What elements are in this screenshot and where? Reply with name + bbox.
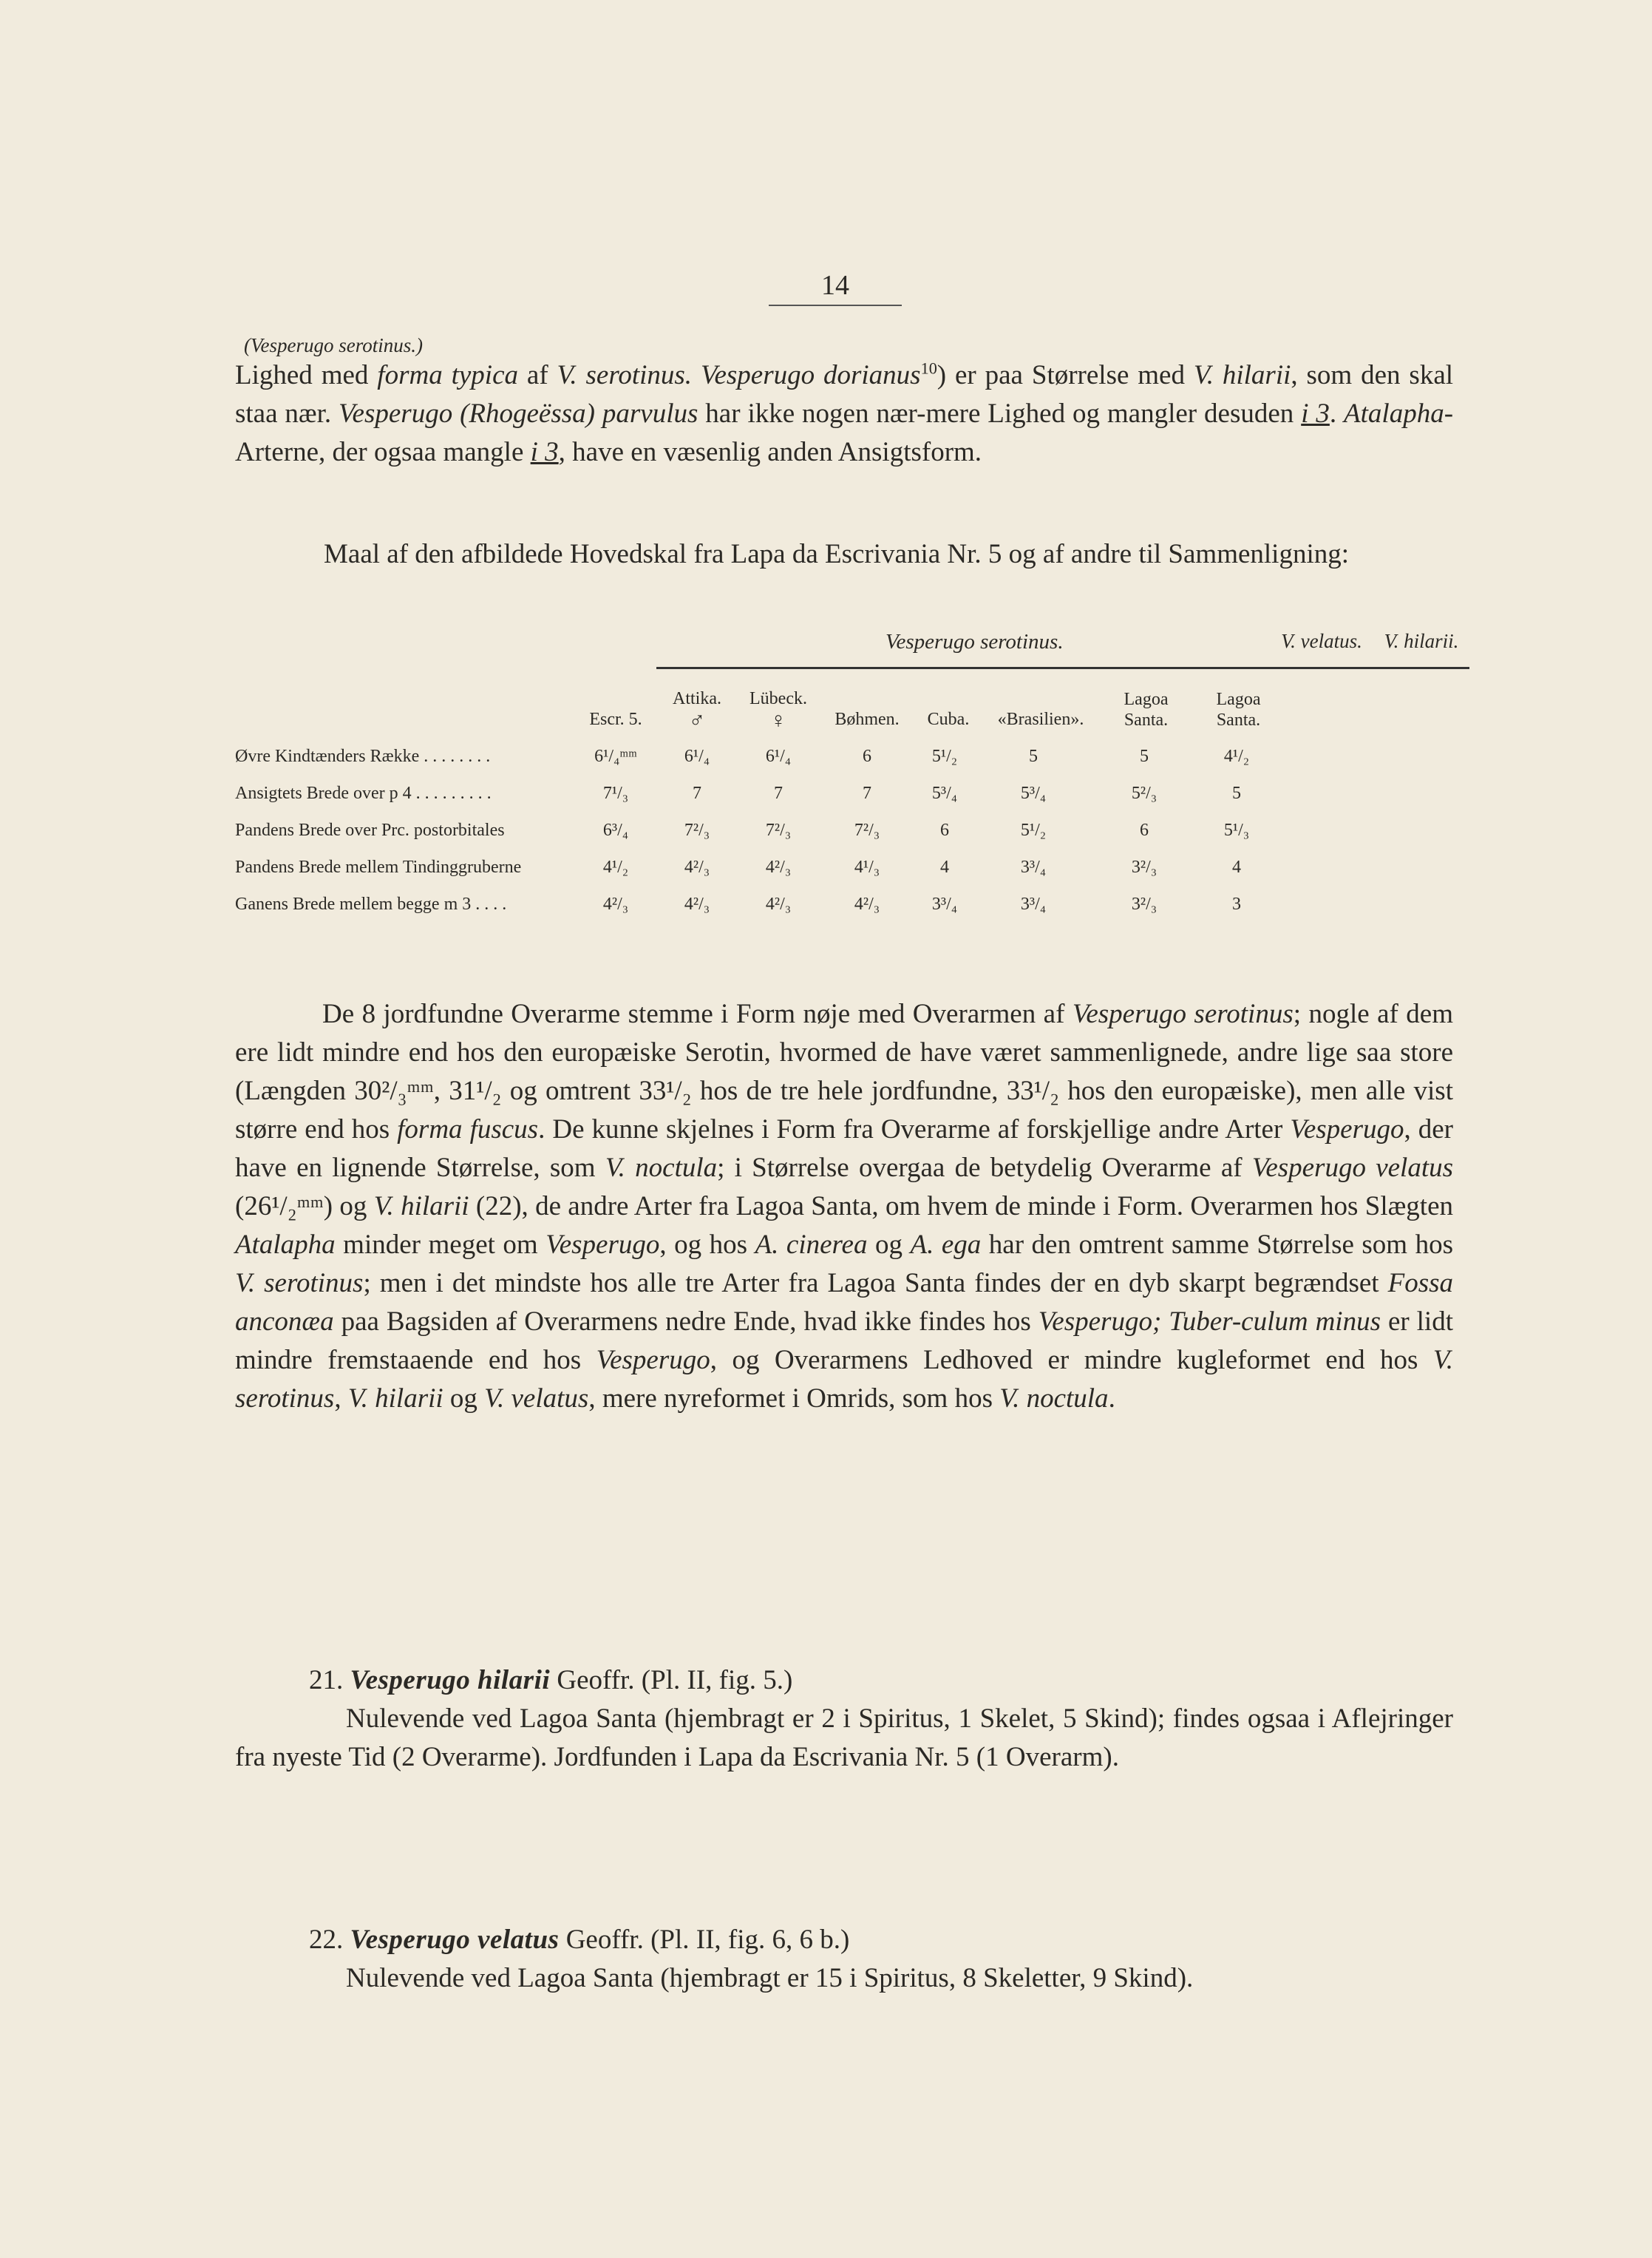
table-cell: 6¹/₄: [765, 747, 792, 766]
table-cell: 7²/₃: [684, 821, 710, 840]
entry-21-text: Nulevende ved Lagoa Santa (hjembragt er 2 i Spiritus, 1 Skelet, 5 Skind); findes ogsaa i Aflejringer fra nyeste Tid (2 Overarme). Jordfunden i Lapa da Escrivania Nr. 5 (1 Overarm).: [235, 1703, 1453, 1772]
table-cell: 4¹/₂: [602, 858, 629, 877]
table-cell: 3: [1232, 895, 1241, 914]
group-header-hilarii: V. hilarii.: [1384, 630, 1459, 652]
entry-22-authority: Geoffr. (Pl. II, fig. 6, 6 b.): [559, 1925, 850, 1955]
table-cell: 4¹/₂: [1223, 747, 1250, 766]
table-cell: 4¹/₃: [854, 858, 880, 877]
entry-22-number: 22.: [309, 1925, 344, 1955]
col-header-bohmen: Bøhmen.: [835, 710, 900, 729]
paragraph-lighed: Lighed med forma typica af V. serotinus. Vesperugo dorianus$^{10}$) er paa Størrelse med V. hilarii, som den skal staa nær. Vesperugo (Rhogeëssa) parvulus har ikke nogen nær-mere Lighed og mangler desuden i 3. Atalapha-Arterne, der ogsaa mangle i 3, have en væsenlig anden Ansigtsform.: [235, 359, 1454, 467]
table-cell: 4²/₃: [765, 858, 792, 877]
table-cell: 5¹/₃: [1223, 821, 1250, 840]
col-header-lagoa-1: Lagoa Santa.: [1124, 690, 1169, 730]
table-cell: 5³/₄: [1020, 784, 1047, 803]
table-row-label: Ansigtets Brede over p 4 . . . . . . . . .: [235, 784, 492, 803]
table-cell: 6¹/₄: [684, 747, 710, 766]
table-cell: 3²/₃: [1131, 858, 1158, 877]
page-number: 14: [821, 270, 849, 301]
table-cell: 4: [940, 858, 949, 877]
table-cell: 5: [1232, 784, 1241, 803]
entry-22-text: Nulevende ved Lagoa Santa (hjembragt er 15 i Spiritus, 8 Skeletter, 9 Skind).: [346, 1963, 1194, 1993]
table-cell: 3³/₄: [1020, 858, 1047, 877]
col-header-escr: Escr. 5.: [589, 710, 642, 729]
table-cell: 6³/₄: [602, 821, 629, 840]
table-cell: 4²/₃: [684, 895, 710, 914]
table-cell: 7: [774, 784, 783, 803]
col-header-lagoa-2: Lagoa Santa.: [1216, 690, 1261, 730]
entry-21: [235, 1661, 1453, 1777]
table-cell: 5¹/₂: [1020, 821, 1047, 840]
table-cell: 5: [1029, 747, 1038, 766]
entry-21-number: 21.: [309, 1665, 344, 1695]
group-brace: [656, 667, 1469, 669]
table-cell: 3²/₃: [1131, 895, 1158, 914]
col-header-lubeck: Lübeck.: [749, 689, 807, 708]
table-cell: 6: [940, 821, 949, 840]
table-cell: 4²/₃: [854, 895, 880, 914]
entry-21-species: Vesperugo hilarii: [350, 1665, 551, 1695]
entry-21-authority: Geoffr. (Pl. II, fig. 5.): [550, 1665, 793, 1695]
table-cell: 5³/₄: [931, 784, 958, 803]
table-cell: 7: [693, 784, 701, 803]
entry-22: [235, 1921, 1453, 1998]
table-cell: 7¹/₃: [602, 784, 629, 803]
group-header-vesperugo: Vesperugo serotinus.: [886, 630, 1064, 654]
paragraph-maal: Maal af den afbildede Hovedskal fra Lapa da Escrivania Nr. 5 og af andre til Sammenligning:: [324, 539, 1350, 569]
col-header-attika: Attika.: [673, 689, 721, 708]
male-symbol: ♂: [688, 708, 706, 733]
table-cell: 4²/₃: [602, 895, 629, 914]
table-cell: 4²/₃: [765, 895, 792, 914]
table-cell: 7²/₃: [854, 821, 880, 840]
table-cell: 3³/₄: [931, 895, 958, 914]
page-number-rule: [769, 305, 902, 306]
table-row-label: Pandens Brede over Prc. postorbitales: [235, 821, 505, 840]
table-cell: 6¹/₄ᵐᵐ: [594, 747, 637, 766]
table-cell: 7²/₃: [765, 821, 792, 840]
running-head: (Vesperugo serotinus.): [244, 334, 423, 356]
table-cell: 4²/₃: [684, 858, 710, 877]
table-cell: 5: [1140, 747, 1149, 766]
table-row-label: Ganens Brede mellem begge m 3 . . . .: [235, 895, 507, 914]
table-cell: 6: [1140, 821, 1149, 840]
group-header-velatus: V. velatus.: [1281, 630, 1362, 652]
col-header-cuba: Cuba.: [927, 710, 970, 729]
table-cell: 6: [863, 747, 871, 766]
paragraph-overarme: De 8 jordfundne Overarme stemme i Form nøje med Overarmen af Vesperugo serotinus; nogle af dem ere lidt mindre end hos den europæiske Serotin, hvormed de have været sammenlignede, andre lige saa store (Længden 30²/₃ᵐᵐ, 31¹/₂ og omtrent 33¹/₂ hos de tre hele jordfundne, 33¹/₂ hos den europæiske), men alle vist større end hos forma fuscus. De kunne skjelnes i Form fra Overarme af forskjellige andre Arter Vesperugo, der have en lignende Størrelse, som V. noctula; i Størrelse overgaa de betydelig Overarme af Vesperugo velatus (26¹/₂ᵐᵐ) og V. hilarii (22), de andre Arter fra Lagoa Santa, om hvem de minde i Form. Overarmen hos Slægten Atalapha minder meget om Vesperugo, og hos A. cinerea og A. ega har den omtrent samme Størrelse som hos V. serotinus; men i det mindste hos alle tre Arter fra Lagoa Santa findes der en dyb skarpt begrændset Fossa anconæa paa Bagsiden af Overarmens nedre Ende, hvad ikke findes hos Vesperugo; Tuber-culum minus er lidt mindre fremstaaende end hos Vesperugo, og Overarmens Ledhoved er mindre kugleformet end hos V. serotinus, V. hilarii og V. velatus, mere nyreformet i Omrids, som hos V. noctula.: [235, 999, 1454, 1414]
table-row-label: Øvre Kindtænders Række . . . . . . . .: [235, 747, 491, 766]
female-symbol: ♀: [769, 708, 787, 733]
table-cell: 5²/₃: [1131, 784, 1158, 803]
entry-22-species: Vesperugo velatus: [350, 1925, 560, 1955]
table-row-label: Pandens Brede mellem Tindinggruberne: [235, 858, 522, 877]
table-cell: 4: [1232, 858, 1241, 877]
table-cell: 3³/₄: [1020, 895, 1047, 914]
table-cell: 5¹/₂: [931, 747, 958, 766]
table-cell: 7: [863, 784, 871, 803]
col-header-brasilien: «Brasilien».: [997, 710, 1084, 729]
